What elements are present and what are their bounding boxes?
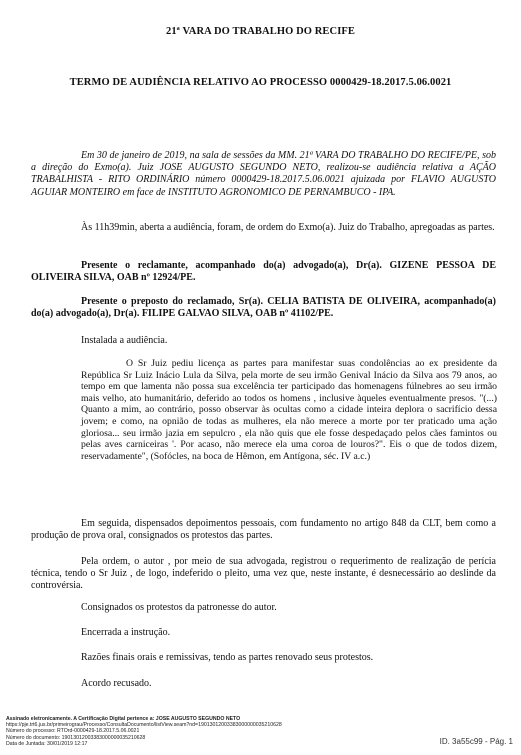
closed-paragraph: Encerrada a instrução. [81,627,171,638]
page-id: ID. 3a55c99 - Pág. 1 [439,737,513,746]
footer-document-number: Número do documento: 19013012003383000000035210628 [6,734,146,741]
closing-remarks-paragraph: Razões finais orais e remissivas, tendo as partes renovado seus protestos. [81,652,374,663]
settlement-paragraph: Acordo recusado. [81,678,152,689]
document-heading: TERMO DE AUDIÊNCIA RELATIVO AO PROCESSO 0000429-18.2017.5.06.0021 [69,77,452,88]
claimant-paragraph: Presente o reclamante, acompanhado do(a) advogado(a), Dr(a). GIZENE PESSOA DE OLIVEIRA SILVA, OAB nº 12924/PE. [31,260,496,284]
protests-paragraph: Consignados os protestos da patronesse do autor. [81,602,277,613]
signature-footer [6,716,386,747]
footer-process-number: Número do processo: RTOrd-0000429-18.2017.5.06.0021 [6,728,140,735]
dismissed-paragraph: Em seguida, dispensados depoimentos pessoais, com fundamento no artigo 848 da CLT, bem como a produção de prova oral, consignados os protestos das partes. [31,518,496,542]
respondent-paragraph: Presente o preposto do reclamado, Sr(a). CELIA BATISTA DE OLIVEIRA, acompanhado(a) do(a) advogado(a), Dr(a). FILIPE GALVAO SILVA, OAB nº 41102/PE. [31,296,496,320]
intro-paragraph: Em 30 de janeiro de 2019, na sala de sessões da MM. 21ª VARA DO TRABALHO DO RECIFE/PE, sob a direção do Exmo(a). Juiz JOSE AUGUSTO SEGUNDO NETO, realizou-se audiência relativa a AÇÃO TRABALHISTA - RITO ORDINÁRIO número 0000429-18.2017.5.06.0021 ajuizada por FLAVIO AUGUSTO AGUIAR MONTEIRO em face de INSTITUTO AGRONOMICO DE PERNAMBUCO - IPA. [31,150,496,198]
opening-paragraph: Às 11h39min, aberta a audiência, foram, de ordem do Exmo(a). Juiz do Trabalho, apregoadas as partes. [81,222,495,233]
footer-url[interactable]: https://pje.trt6.jus.br/primeirograu/Processo/ConsultaDocumento/listView.seam?nd=19013012003383000000035210628 [6,722,282,729]
footer-date: Data de Juntada: 30/01/2019 12:17 [6,740,88,747]
installed-paragraph: Instalada a audiência. [81,335,168,346]
condolences-paragraph: O Sr Juiz pediu licença as partes para manifestar suas condolências ao ex presidente da República Sr Luiz Inácio Lula da Silva, pela morte de seu irmão Genival Inácio da Silva aos 79 anos, ao tempo em que lamenta não possa sua excelência ter participado das homenagens fúlnebres ao seu irmão mais velho, ato humanitário, deferido ao todos os homens , inclusive àqueles eventualmente presos. "(...) Quanto a mim, ao contrário, posso observar às ocultas como a cidade inteira deplora o sacrifício dessa jovem; e como, na opnião de todas as mulheres, ela não merece a morte por ter praticado uma ação gloriosa... seu irmão jazia em sepulcro , ela não quis que ele fosse despedaçado pelos cães famintos ou pelas aves carniceiras '. Por acaso, não merece ela uma coroa de louros?". Eis o que de todos dizem, reservadamente", (Sofócles, na boca de Hêmon, em Antígona, séc. IV a.c.) [81,358,497,462]
court-title: 21ª VARA DO TRABALHO DO RECIFE [165,26,356,37]
expertise-paragraph: Pela ordem, o autor , por meio de sua advogada, registrou o requerimento de realização de perícia técnica, tendo o Sr Juiz , de logo, indeferido o pleito, uma vez que, neste instante, é desnecessário ao deslinde da controvérsia. [31,556,496,592]
footer-signed: Assinado eletronicamente. A Certificação Digital pertence a: JOSE AUGUSTO SEGUNDO NETO [6,716,241,722]
